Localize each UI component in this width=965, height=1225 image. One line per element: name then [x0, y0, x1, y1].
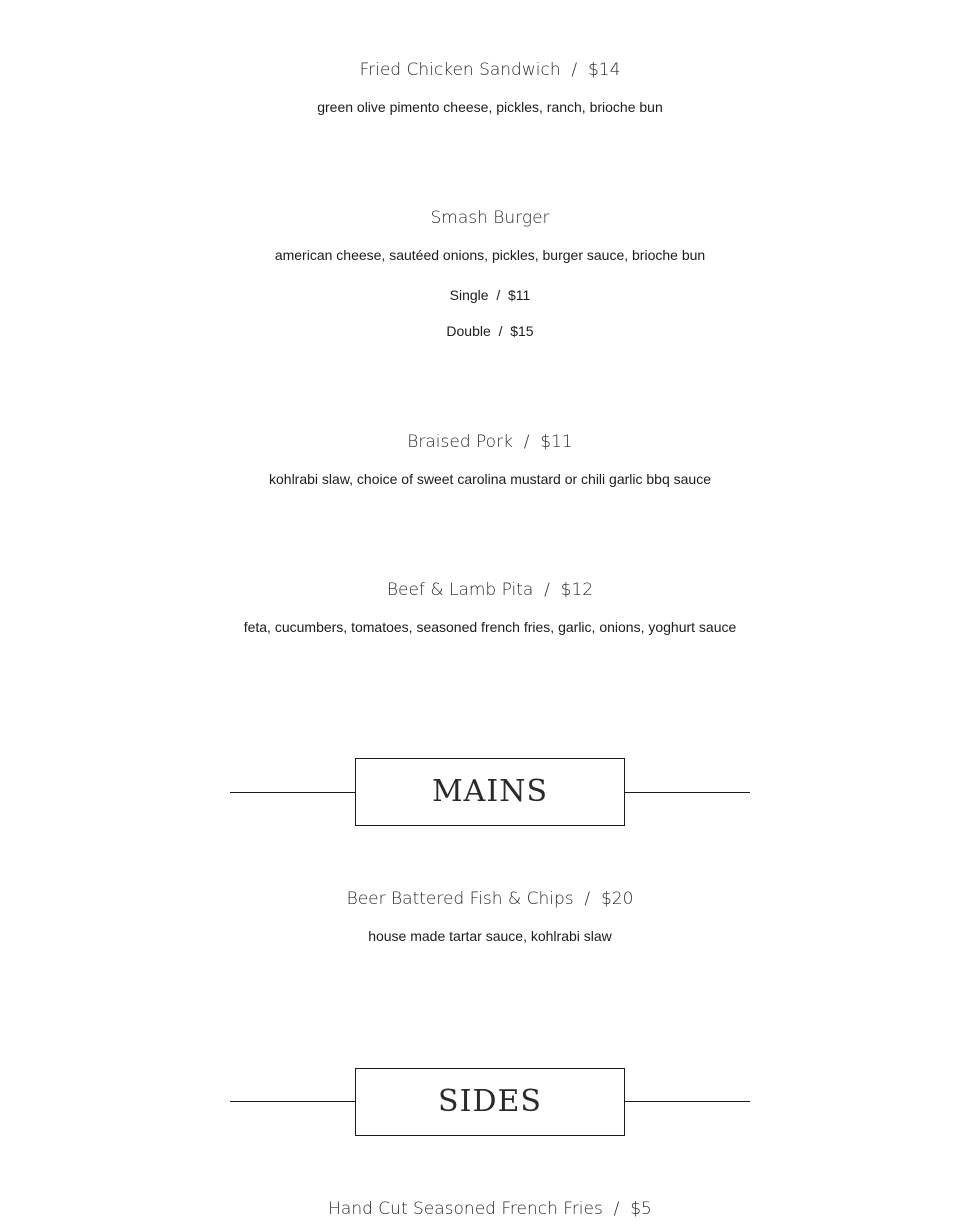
- separator: /: [523, 432, 530, 452]
- item-price: $20: [600, 889, 634, 909]
- item-price: $12: [560, 580, 594, 600]
- size-price: $11: [508, 287, 531, 303]
- item-braised-pork-title: [0, 432, 965, 452]
- mains-section-header: [355, 758, 625, 826]
- sides-section-header: [355, 1068, 625, 1136]
- item-name: Braised Pork: [407, 432, 513, 452]
- separator: /: [544, 580, 550, 600]
- separator: /: [571, 60, 578, 80]
- item-price: $14: [587, 60, 621, 80]
- item-name: Hand Cut Seasoned French Fries: [328, 1199, 603, 1219]
- item-french-fries-title: [0, 1199, 965, 1219]
- item-fish-chips-title: [0, 889, 965, 909]
- mains-right-rule: [625, 792, 750, 793]
- item-name: Smash Burger: [430, 208, 550, 228]
- size-price: $15: [510, 323, 534, 339]
- mains-section-label: MAINS: [431, 774, 549, 809]
- sides-left-rule: [230, 1101, 355, 1102]
- sides-right-rule: [625, 1101, 750, 1102]
- item-fried-chicken-sandwich-title: [0, 60, 965, 80]
- item-fried-chicken-sandwich-description: green olive pimento cheese, pickles, ranch, brioche bun: [317, 99, 663, 115]
- item-braised-pork-description: kohlrabi slaw, choice of sweet carolina mustard or chili garlic bbq sauce: [269, 471, 711, 487]
- mains-left-rule: [230, 792, 355, 793]
- size-label: Double: [446, 323, 491, 339]
- item-beef-lamb-pita-description: feta, cucumbers, tomatoes, seasoned french fries, garlic, onions, yoghurt sauce: [243, 619, 737, 635]
- item-name: Beer Battered Fish & Chips: [346, 889, 574, 909]
- item-smash-burger-description: american cheese, sautéed onions, pickles, burger sauce, brioche bun: [274, 247, 706, 263]
- item-name: Fried Chicken Sandwich: [359, 60, 561, 80]
- separator: /: [496, 287, 501, 303]
- item-beef-lamb-pita-title: [0, 580, 965, 600]
- item-smash-burger-title: [0, 208, 965, 228]
- item-price: $11: [540, 432, 573, 452]
- size-label: Single: [449, 287, 489, 303]
- item-price: $5: [630, 1199, 652, 1219]
- smash-burger-size-double: [0, 323, 965, 339]
- sides-section-label: SIDES: [438, 1084, 542, 1119]
- smash-burger-size-single: [0, 287, 965, 303]
- separator: /: [613, 1199, 620, 1219]
- item-fish-chips-description: house made tartar sauce, kohlrabi slaw: [368, 928, 612, 944]
- item-name: Beef & Lamb Pita: [386, 580, 534, 600]
- separator: /: [584, 889, 591, 909]
- separator: /: [498, 323, 503, 339]
